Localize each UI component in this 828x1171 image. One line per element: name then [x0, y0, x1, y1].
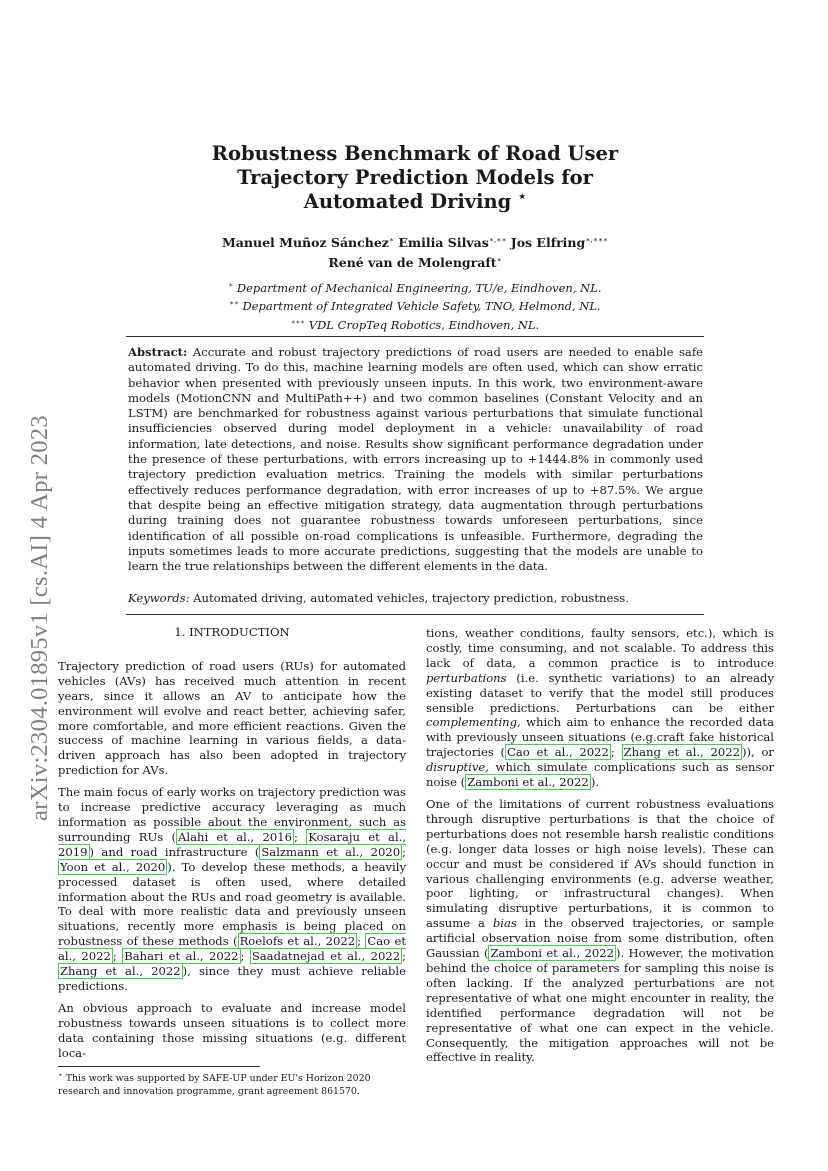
citation-link[interactable]: Yoon et al., 2020: [60, 859, 166, 874]
paragraph-3-body: [426, 626, 774, 790]
paragraph-text: which aim to enhance the recorded data with previously unseen situations (e.g.craft fake historical trajectories (: [426, 715, 774, 760]
citation-link[interactable]: Alahi et al., 2016: [177, 829, 293, 844]
left-column: [58, 625, 407, 1060]
citation-link[interactable]: Cao et al., 2022: [507, 745, 609, 760]
abstract-bottom-rule: [126, 614, 704, 615]
affiliations: [120, 278, 710, 333]
author-line-2: [120, 251, 710, 271]
abstract-top-rule: [126, 336, 704, 337]
keywords-text: Automated driving, automated vehicles, trajectory prediction, robustness.: [193, 591, 629, 605]
arxiv-identifier: arXiv:2304.01895v1 [cs.AI] 4 Apr 2023: [26, 415, 53, 821]
paragraph-text: (i.e. synthetic variations) to an already existing dataset to verify that the model still produces sensible predictions. Perturbations can be either: [426, 670, 774, 715]
author-name: René van de Molengraft: [328, 255, 497, 271]
emphasis-term: perturbations: [426, 670, 507, 685]
paragraph-text: ;: [610, 745, 622, 760]
author-line-1: [120, 231, 710, 251]
title-line-1: Robustness Benchmark of Road User: [211, 142, 619, 165]
citation-link[interactable]: Zamboni et al., 2022: [490, 946, 614, 961]
paragraph-text: which simulate complications such as sensor noise (: [426, 760, 774, 790]
arxiv-sidebar: [22, 368, 58, 868]
author-list: [120, 231, 710, 271]
footnote-text: This work was supported by SAFE-UP under EU's Horizon 2020 research and innovation programme, grant agreement 861570.: [58, 1073, 371, 1097]
citation-link[interactable]: Zhang et al., 2022: [60, 964, 181, 979]
emphasis-term: complementing,: [426, 715, 521, 730]
citation-link[interactable]: Zamboni et al., 2022: [467, 775, 589, 790]
author-affil-mark: ∗: [496, 255, 502, 265]
title-line-3: Automated Driving ⋆: [303, 189, 527, 213]
author-affil-mark: ∗: [388, 235, 394, 244]
citation-link[interactable]: Cao et al., 2022: [58, 934, 407, 964]
footnote-mark: ⋆: [58, 1069, 63, 1079]
intro-paragraph-1: Trajectory prediction of road users (RUs) for automated vehicles (AVs) has received much attention in recent years, since it allows an AV to anticipate how the environment will evolve and react better, achieving safer, more comfortable, and more efficient reactions. Given the success of machine learning in various fields, a data-driven approach has also been adopted in trajectory prediction for AVs.: [58, 658, 406, 778]
author-name: Manuel Muñoz Sánchez: [221, 235, 389, 251]
intro-paragraph-3-start: An obvious approach to evaluate and increase model robustness towards unseen situations is to collect more data containing those missing situations (e.g. different loca-: [58, 1000, 406, 1060]
citation-link[interactable]: Zhang et al., 2022: [623, 745, 741, 760]
citation-link[interactable]: Bahari et al., 2022: [124, 949, 239, 964]
abstract: [128, 345, 703, 574]
paragraph-text: tions, weather conditions, faulty sensors, etc.), which is costly, time consuming, and not scalable. To address this lack of data, a common practice is to introduce: [426, 626, 774, 670]
section-heading: 1. INTRODUCTION: [174, 625, 290, 639]
author-name: Jos Elfring: [510, 235, 586, 251]
intro-paragraph-2: The main focus of early works on trajectory prediction was to increase predictive accuracy leveraging as much information as possible about the environment, such as surrounding RUs ( Alahi et al., 2016 ; Kosaraju et al., 2019 ) and road infrastructure ( Salzmann et al., 2020 ; Yoon et al., 2020 ). To develop these methods, a heavily processed dataset is often used, where detailed information about the RUs and road geometry is available. To deal with more realistic data and previously unseen situations, recently more emphasis is being placed on robustness of these methods ( Roelofs et al., 2022 ; Cao et al., 2022 ; Bahari et al., 2022 ; Saadatnejad et al., 2022 ; Zhang et al., 2022 ), since they must achieve reliable predictions.: [58, 785, 407, 993]
emphasis-term: disruptive,: [426, 760, 489, 775]
affiliation: ∗∗∗ VDL CropTeq Robotics, Eindhoven, NL.: [290, 317, 540, 332]
abstract-text: Accurate and robust trajectory predictions of road users are needed to enable safe automated driving. To do this, machine learning models are often used, which can show erratic behavior when presented with previously unseen inputs. In this work, two environment-aware models (MotionCNN and MultiPath++) and two common baselines (Constant Velocity and an LSTM) are benchmarked for robustness against various perturbations that simulate functional insufficiencies observed during model deployment in a vehicle: unavailability of road information, late detections, and noise. Results show significant performance degradation under the presence of these perturbations, with errors increasing up to +1444.8% in commonly used trajectory prediction evaluation metrics. Training the models with similar perturbations effectively reduces performance degradation, with error increases of up to +87.5%. We argue that despite being an effective mitigation strategy, data augmentation through perturbations during training does not guarantee robustness towards unforeseen perturbations, since identification of all possible on-road complications is unfeasible. Furthermore, degrading the inputs sometimes leads to more accurate predictions, suggesting that the models are unable to learn the true relationships between the different elements in the data.: [128, 345, 703, 574]
keywords: [128, 591, 703, 606]
citation-link[interactable]: Kosaraju et al., 2019: [58, 829, 407, 859]
intro-paragraph-3-cont: [426, 626, 774, 790]
right-column: [426, 626, 774, 1072]
paper-title: [150, 142, 680, 214]
citation-link[interactable]: Saadatnejad et al., 2022: [251, 949, 401, 964]
paragraph-text: ).: [590, 775, 600, 790]
citation-link[interactable]: Salzmann et al., 2020: [261, 844, 401, 859]
footnote: [58, 1069, 406, 1098]
footnote-rule: [58, 1066, 260, 1067]
abstract-label: Abstract:: [128, 345, 188, 359]
affiliation: ∗ Department of Mechanical Engineering, TU/e, Eindhoven, NL.: [228, 280, 602, 295]
intro-paragraph-4: One of the limitations of current robustness evaluations through disruptive perturbations is that the choice of perturbations does not resemble harsh realistic conditions (e.g. longer data losses or high noise levels). These can occur and must be considered if AVs should function in various challenging environments (e.g. adverse weather, poor lighting, or infrastructural changes). When simulating disruptive perturbations, it is common to assume a bias in the observed trajectories, or sample artificial observation noise from some distribution, often Gaussian ( Zamboni et al., 2022 ). However, the motivation behind the choice of parameters for sampling this noise is often lacking. If the analyzed perturbations are not representative of what one might encounter in reality, the identified performance degradation will not be representative of what one can expect in the vehicle. Consequently, the mitigation approaches will not be effective in reality.: [426, 797, 774, 1065]
citation-link[interactable]: Roelofs et al., 2022: [239, 934, 356, 949]
affiliation: ∗∗ Department of Integrated Vehicle Safety, TNO, Helmond, NL.: [229, 299, 601, 314]
author-affil-mark: ∗,∗∗: [488, 235, 507, 244]
paragraph-text: )), or: [742, 745, 774, 760]
author-affil-mark: ∗,∗∗∗: [585, 235, 609, 244]
author-name: Emilia Silvas: [398, 235, 489, 251]
title-footnote-mark: ⋆: [518, 189, 527, 205]
keywords-label: Keywords:: [128, 591, 190, 605]
title-line-2: Trajectory Prediction Models for: [237, 166, 593, 189]
